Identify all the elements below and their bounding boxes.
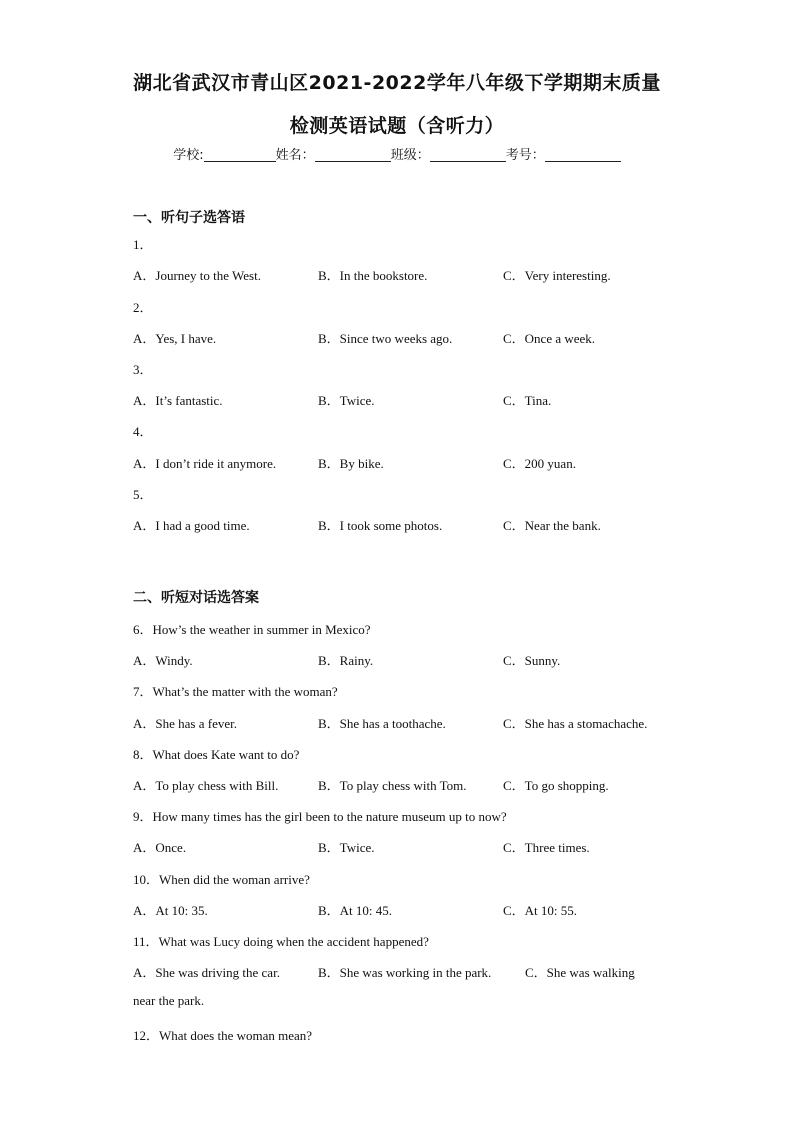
question-stem: 6．How’s the weather in summer in Mexico? bbox=[133, 622, 371, 637]
option-b: B．Twice. bbox=[318, 393, 375, 408]
option-b: B．By bike. bbox=[318, 456, 384, 471]
question-number: 2． bbox=[133, 300, 153, 315]
option-b: B．Rainy. bbox=[318, 653, 374, 668]
section-heading-1: 一、听句子选答语 bbox=[133, 210, 245, 226]
option-a: A．Once. bbox=[133, 840, 187, 855]
option-c: C．To go shopping. bbox=[503, 778, 609, 793]
exam-no-blank[interactable] bbox=[545, 147, 621, 162]
class-label: 班级： bbox=[390, 148, 430, 163]
section-heading-2: 二、听短对话选答案 bbox=[133, 590, 259, 606]
option-a: A．To play chess with Bill. bbox=[133, 778, 279, 793]
question-stem: 11．What was Lucy doing when the accident happened? bbox=[133, 934, 429, 949]
option-c: C．She was walking bbox=[525, 965, 635, 980]
class-blank[interactable] bbox=[430, 147, 506, 162]
school-label: 学校: bbox=[173, 148, 204, 163]
option-b: B．At 10: 45. bbox=[318, 903, 393, 918]
option-c-continued: near the park. bbox=[133, 993, 205, 1008]
student-info-line bbox=[0, 144, 794, 163]
option-a: A．At 10: 35. bbox=[133, 903, 208, 918]
question-stem: 9．How many times has the girl been to the nature museum up to now? bbox=[133, 809, 507, 824]
option-b: B．Since two weeks ago. bbox=[318, 331, 453, 346]
question-stem: 10．When did the woman arrive? bbox=[133, 872, 310, 887]
question-number: 3． bbox=[133, 362, 153, 377]
option-a: A．Journey to the West. bbox=[133, 268, 261, 283]
option-c: C．She has a stomachache. bbox=[503, 716, 648, 731]
option-b: B．To play chess with Tom. bbox=[318, 778, 467, 793]
option-c: C．Three times. bbox=[503, 840, 590, 855]
page-subtitle: 检测英语试题（含听力） bbox=[289, 115, 505, 137]
option-c: C．200 yuan. bbox=[503, 456, 576, 471]
option-a: A．She has a fever. bbox=[133, 716, 237, 731]
question-stem: 12．What does the woman mean? bbox=[133, 1028, 313, 1043]
question-stem: 7．What’s the matter with the woman? bbox=[133, 684, 338, 699]
option-c: C．Tina. bbox=[503, 393, 552, 408]
option-a: A．I don’t ride it anymore. bbox=[133, 456, 277, 471]
name-blank[interactable] bbox=[315, 147, 391, 162]
question-number: 4． bbox=[133, 424, 153, 439]
option-a: A．It’s fantastic. bbox=[133, 393, 223, 408]
school-blank[interactable] bbox=[204, 147, 276, 162]
option-b: B．I took some photos. bbox=[318, 518, 443, 533]
option-b: B．She was working in the park. bbox=[318, 965, 492, 980]
option-c: C．Sunny. bbox=[503, 653, 561, 668]
option-b: B．In the bookstore. bbox=[318, 268, 428, 283]
option-b: B．Twice. bbox=[318, 840, 375, 855]
option-a: A．She was driving the car. bbox=[133, 965, 280, 980]
page-title: 湖北省武汉市青山区2021-2022学年八年级下学期期末质量 bbox=[133, 72, 661, 94]
option-c: C．Very interesting. bbox=[503, 268, 611, 283]
question-number: 5． bbox=[133, 487, 153, 502]
option-a: A．Yes, I have. bbox=[133, 331, 217, 346]
option-c: C．At 10: 55. bbox=[503, 903, 578, 918]
exam-no-label: 考号： bbox=[505, 148, 545, 163]
question-number: 1． bbox=[133, 237, 153, 252]
option-b: B．She has a toothache. bbox=[318, 716, 446, 731]
option-c: C．Near the bank. bbox=[503, 518, 601, 533]
option-a: A．I had a good time. bbox=[133, 518, 250, 533]
option-c: C．Once a week. bbox=[503, 331, 596, 346]
question-stem: 8．What does Kate want to do? bbox=[133, 747, 300, 762]
option-a: A．Windy. bbox=[133, 653, 193, 668]
name-label: 姓名： bbox=[275, 148, 315, 163]
